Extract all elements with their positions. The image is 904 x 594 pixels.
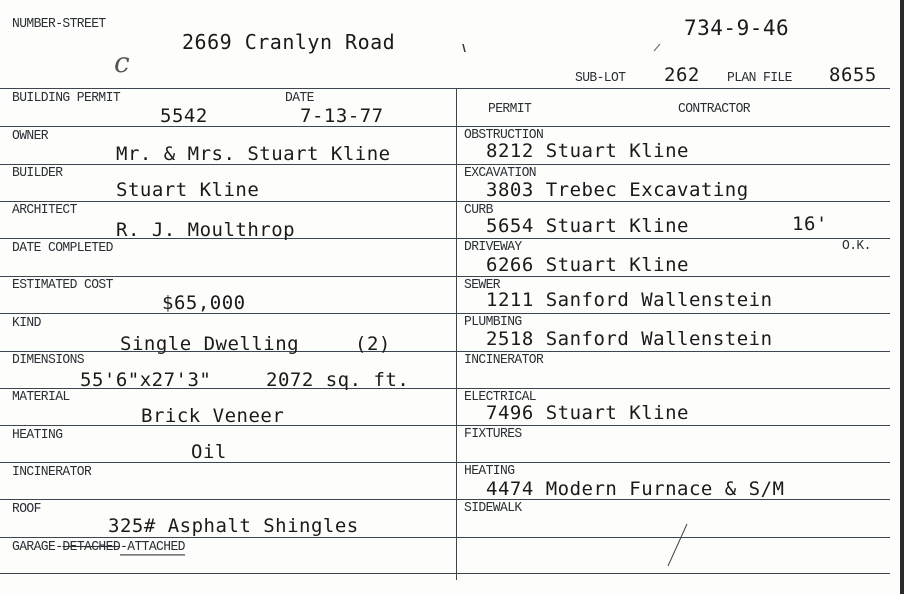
kind-count: (2) xyxy=(355,333,391,355)
plumbing-label: PLUMBING xyxy=(464,313,522,330)
curb-length: 16' xyxy=(792,213,828,235)
architect-label: ARCHITECT xyxy=(12,201,77,218)
kind-value: Single Dwelling xyxy=(120,333,300,355)
material-label: MATERIAL xyxy=(12,388,70,405)
date-value: 7-13-77 xyxy=(300,105,384,127)
handwritten-mark: c xyxy=(114,46,130,79)
owner-value: Mr. & Mrs. Stuart Kline xyxy=(116,143,391,165)
dimensions-value: 55'6"x27'3" xyxy=(80,369,212,391)
heating-label: HEATING xyxy=(12,426,63,443)
plan-file-label: PLAN FILE xyxy=(727,69,792,86)
builder-label: BUILDER xyxy=(12,164,63,181)
heating-value: Oil xyxy=(191,441,227,463)
estimated-cost-label: ESTIMATED COST xyxy=(12,276,113,293)
address-value: 2669 Cranlyn Road xyxy=(182,30,396,54)
sidewalk-label: SIDEWALK xyxy=(464,499,522,516)
building-permit-value: 5542 xyxy=(160,105,208,127)
heating-right-value: 4474 Modern Furnace & S/M xyxy=(486,478,785,500)
fixtures-label: FIXTURES xyxy=(464,425,522,442)
garage-detached: DETACHED xyxy=(62,538,121,555)
roof-value: 325# Asphalt Shingles xyxy=(108,515,359,537)
owner-label: OWNER xyxy=(12,127,49,144)
curb-value: 5654 Stuart Kline xyxy=(486,215,689,237)
curb-label: CURB xyxy=(464,201,493,218)
kind-label: KIND xyxy=(12,314,41,331)
incinerator-label: INCINERATOR xyxy=(12,463,92,480)
sublot-value: 262 xyxy=(664,64,700,86)
architect-value: R. J. Moulthrop xyxy=(116,219,296,241)
dimensions-label: DIMENSIONS xyxy=(12,351,85,368)
sublot-label: SUB-LOT xyxy=(575,69,626,86)
permit-column-header: PERMIT xyxy=(488,100,532,117)
electrical-label: ELECTRICAL xyxy=(464,388,537,405)
area-value: 2072 sq. ft. xyxy=(266,369,410,391)
card-edge xyxy=(900,0,904,594)
date-completed-label: DATE COMPLETED xyxy=(12,239,113,256)
sewer-label: SEWER xyxy=(464,276,501,293)
driveway-label: DRIVEWAY xyxy=(464,238,522,255)
parcel-number: 734-9-46 xyxy=(684,16,790,40)
roof-label: ROOF xyxy=(12,500,41,517)
sewer-value: 1211 Sanford Wallenstein xyxy=(486,289,773,311)
heating-right-label: HEATING xyxy=(464,462,515,479)
excavation-label: EXCAVATION xyxy=(464,164,537,181)
driveway-value: 6266 Stuart Kline xyxy=(486,254,689,276)
builder-value: Stuart Kline xyxy=(116,179,260,201)
electrical-value: 7496 Stuart Kline xyxy=(486,402,689,424)
excavation-value: 3803 Trebec Excavating xyxy=(486,179,749,201)
obstruction-value: 8212 Stuart Kline xyxy=(486,140,689,162)
building-permit-label: BUILDING PERMIT xyxy=(12,89,121,106)
material-value: Brick Veneer xyxy=(141,405,285,427)
incinerator-right-label: INCINERATOR xyxy=(464,351,544,368)
date-label: DATE xyxy=(285,89,314,106)
obstruction-label: OBSTRUCTION xyxy=(464,126,544,143)
ok-mark: O.K. xyxy=(842,237,871,254)
garage-label-text: GARAGE- xyxy=(12,538,63,555)
estimated-cost-value: $65,000 xyxy=(162,292,246,314)
garage-attached: -ATTACHED xyxy=(120,538,185,555)
number-street-label: NUMBER-STREET xyxy=(12,15,106,32)
plumbing-value: 2518 Sanford Wallenstein xyxy=(486,328,773,350)
plan-file-value: 8655 xyxy=(829,64,877,86)
contractor-column-header: CONTRACTOR xyxy=(678,100,751,117)
